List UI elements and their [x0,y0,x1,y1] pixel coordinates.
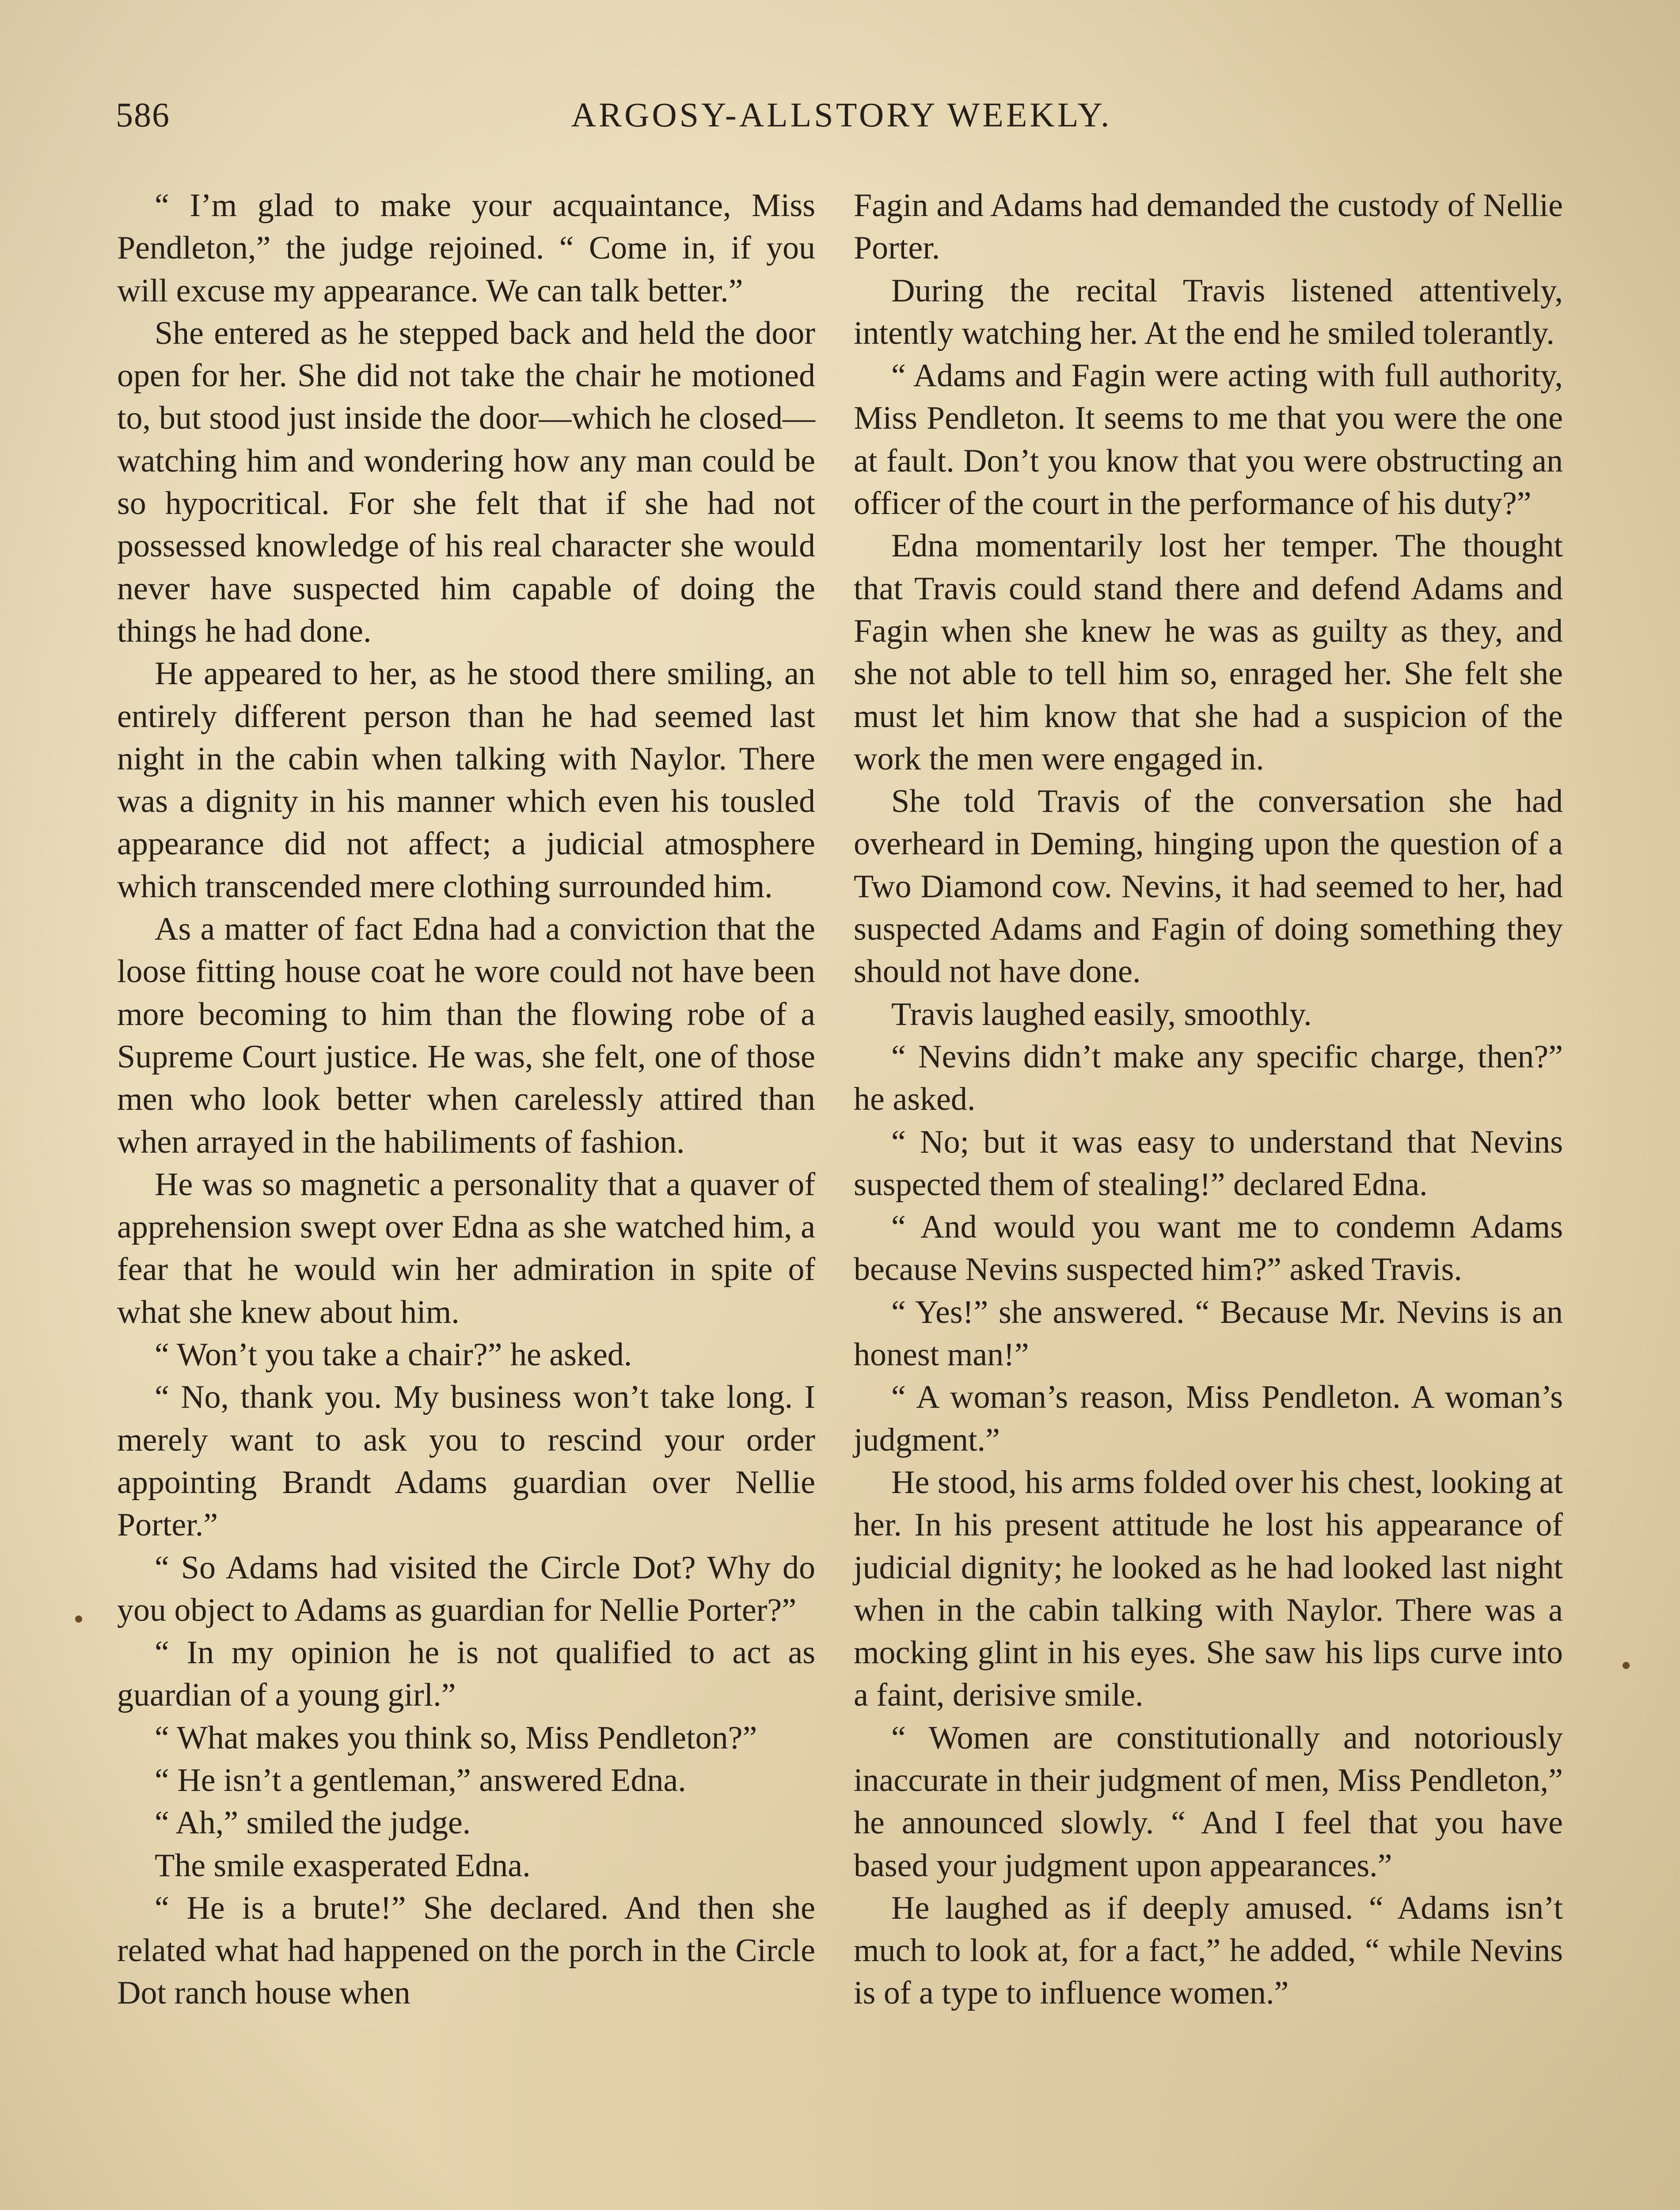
paragraph: “ He is a brute!” She declared. And then she related what had happened on the porch in the Circle Dot ranch house when [117,1890,815,2012]
paragraph: “ A woman’s reason, Miss Pendleton. A woman’s judgment.” [854,1379,1563,1458]
paragraph: The smile exasperated Edna. [155,1847,531,1884]
paragraph: “ No, thank you. My business won’t take long. I merely want to ask you to rescind your order appointing Brandt Adams guardian over Nellie Porter.” [117,1379,815,1543]
ink-speck [75,1616,82,1623]
paragraph: He appeared to her, as he stood there smiling, an entirely different person than he had seemed last night in the cabin when talking with Naylor. There was a dignity in his manner which even his tousled appearance did not affect; a judicial atmosphere which transcended mere clothing surrounded him. [117,655,815,905]
paragraph: “ I’m glad to make your acquaintance, Miss Pendleton,” the judge rejoined. “ Come in, if you will excuse my appearance. We can talk better.” [117,187,815,309]
ink-speck [1623,1662,1630,1669]
paragraph: “ Ah,” smiled the judge. [155,1805,471,1841]
paragraph: “ Yes!” she answered. “ Because Mr. Nevins is an honest man!” [854,1294,1563,1373]
paragraph: During the recital Travis listened attentively, intently watching her. At the end he smiled tolerantly. [854,272,1563,351]
paragraph: She told Travis of the conversation she had overheard in Deming, hinging upon the question of a Two Diamond cow. Nevins, it had seemed to her, had suspected Adams and Fagin of doing something they should not have done. [854,783,1563,990]
paragraph: “ In my opinion he is not qualified to act as guardian of a young girl.” [117,1635,815,1714]
paragraph: He laughed as if deeply amused. “ Adams isn’t much to look at, for a fact,” he added, “ while Nevins is of a type to influence women.” [854,1890,1563,2012]
page-number: 586 [116,95,170,134]
paragraph: Edna momentarily lost her temper. The thought that Travis could stand there and defend Adams and Fagin when she knew he was as guilty as they, and she not able to tell him so, enraged her. She felt she must let him know that she had a suspicion of the work the men were engaged in. [854,528,1563,777]
page-header [116,95,1567,144]
paragraph: “ Adams and Fagin were acting with full authority, Miss Pendleton. It seems to me that you were the one at fault. Don’t you know that you were obstructing an officer of the court in the performance of his duty?” [854,358,1563,522]
running-title: ARGOSY-ALLSTORY WEEKLY. [571,95,1112,134]
paragraph: “ Women are constitutionally and notoriously inaccurate in their judgment of men, Miss Pendleton,” he announced slowly. “ And I feel that you have based your judgment upon appearances.” [854,1719,1563,1884]
paragraph: “ Won’t you take a chair?” he asked. [155,1337,632,1373]
paragraph: He stood, his arms folded over his chest, looking at her. In his present attitude he lost his appearance of judicial dignity; he looked as he had looked last night when in the cabin talking with Naylor. There was a mocking glint in his eyes. She saw his lips curve into a faint, derisive smile. [854,1464,1563,1714]
paragraph: Fagin and Adams had demanded the custody of Nellie Porter. [854,187,1563,267]
paragraph: “ No; but it was easy to understand that Nevins suspected them of stealing!” declared Edna. [854,1124,1563,1203]
paragraph: She entered as he stepped back and held the door open for her. She did not take the chair he motioned to, but stood just inside the door—which he closed—watching him and wondering how any man could be so hypocritical. For she felt that if she had not possessed knowledge of his real character she would never have suspected him capable of doing the things he had done. [117,315,815,649]
paragraph: As a matter of fact Edna had a conviction that the loose fitting house coat he wore could not have been more becoming to him than the flowing robe of a Supreme Court justice. He was, she felt, one of those men who look better when carelessly attired than when arrayed in the habiliments of fashion. [117,911,815,1160]
paragraph: He was so magnetic a personality that a quaver of apprehension swept over Edna as she watched him, a fear that he would win her admiration in spite of what she knew about him. [117,1166,815,1330]
right-text-column [854,184,1563,2015]
paragraph: “ What makes you think so, Miss Pendleton?” [155,1719,757,1756]
paragraph: “ He isn’t a gentleman,” answered Edna. [155,1762,686,1798]
left-text-column [117,184,815,2015]
paragraph: “ And would you want me to condemn Adams because Nevins suspected him?” asked Travis. [854,1209,1563,1288]
paragraph: Travis laughed easily, smoothly. [891,996,1312,1033]
paragraph: “ Nevins didn’t make any specific charge, then?” he asked. [854,1038,1563,1118]
paragraph: “ So Adams had visited the Circle Dot? Why do you object to Adams as guardian for Nellie Porter?” [117,1549,815,1628]
